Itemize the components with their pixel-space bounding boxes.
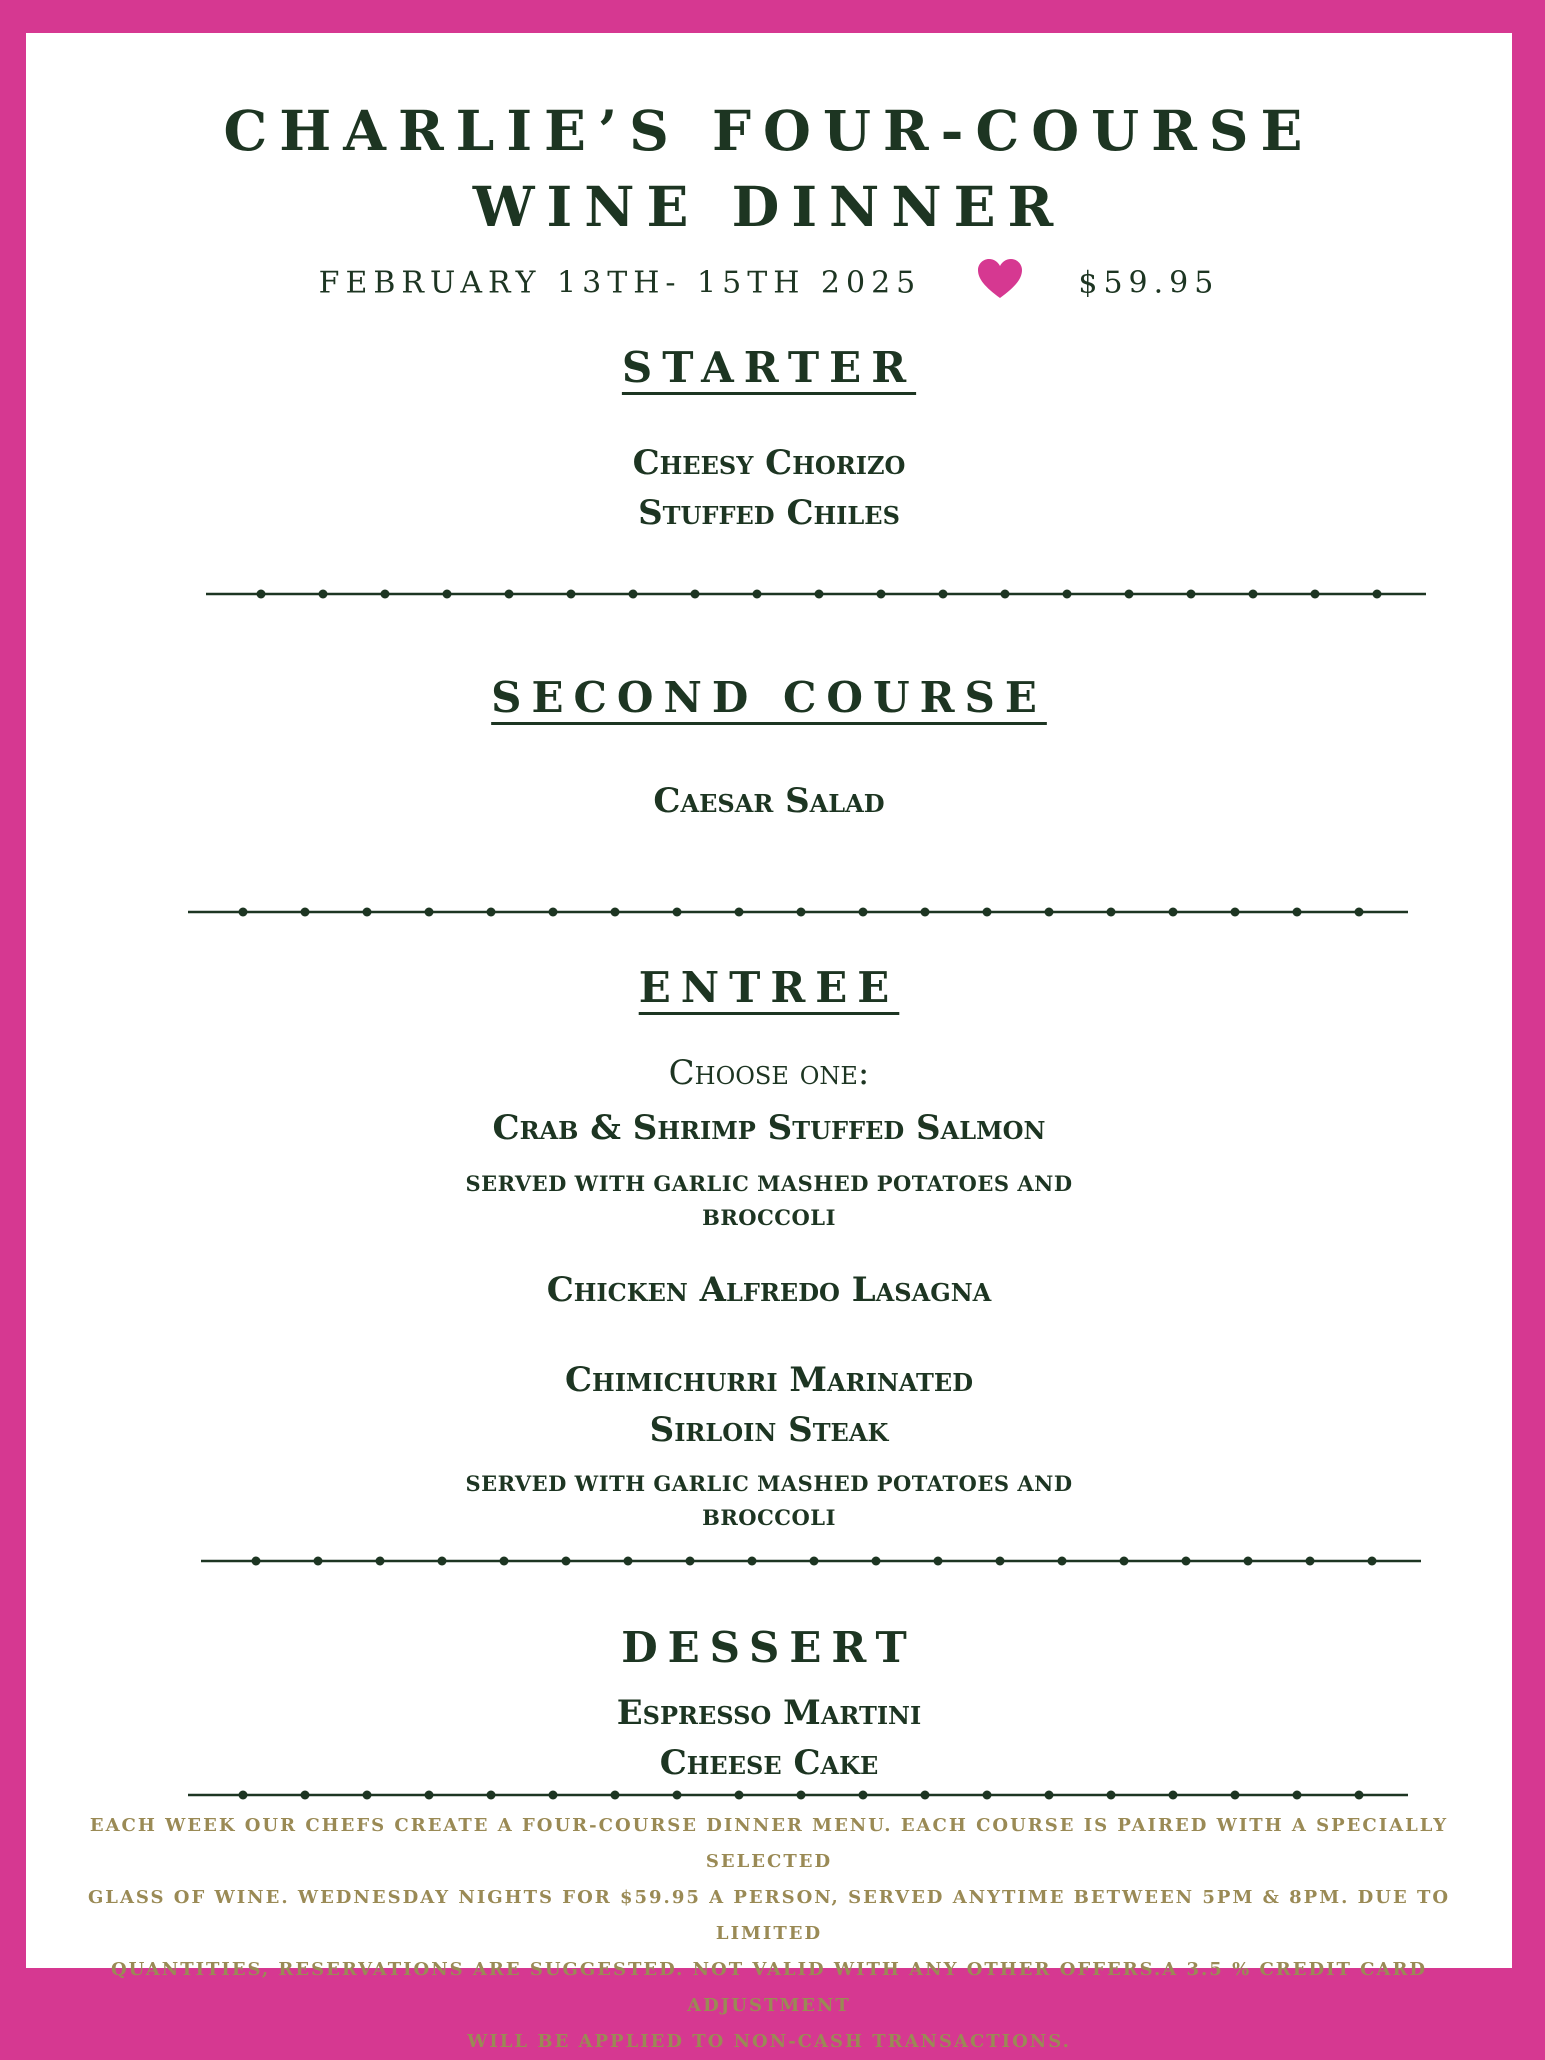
menu-title-line1: CHARLIE’S FOUR-COURSE <box>223 98 1315 163</box>
divider-2 <box>188 902 1408 922</box>
divider-dot <box>1182 1557 1191 1566</box>
divider-dot <box>562 1557 571 1566</box>
divider-dot <box>319 590 328 599</box>
divider-dot <box>301 1791 310 1800</box>
divider-dot <box>567 590 576 599</box>
divider-dot <box>549 1791 558 1800</box>
divider-dot <box>487 1791 496 1800</box>
menu-page <box>26 33 1512 2052</box>
divider-dot <box>1355 1791 1364 1800</box>
divider-dot <box>1058 1557 1067 1566</box>
dessert-dish: Espresso Martini Cheese Cake <box>616 1693 922 1783</box>
divider-dot <box>1231 1791 1240 1800</box>
divider-dot <box>611 908 620 917</box>
divider-1 <box>206 584 1426 604</box>
divider-dot <box>1063 590 1072 599</box>
divider-dot <box>257 590 266 599</box>
divider-dot <box>425 908 434 917</box>
divider-dot <box>1244 1557 1253 1566</box>
entree-heading: ENTREE <box>638 963 900 1012</box>
divider-dot <box>691 590 700 599</box>
divider-dot <box>252 1557 261 1566</box>
divider-dot <box>983 908 992 917</box>
divider-dot <box>549 908 558 917</box>
divider-dot <box>797 908 806 917</box>
starter-dish: Cheesy Chorizo Stuffed Chiles <box>632 443 906 533</box>
divider-dot <box>1187 590 1196 599</box>
divider-dot <box>363 1791 372 1800</box>
entree-option-steak-sides: SERVED WITH GARLIC MASHED POTATOES AND BROCCOLI <box>465 1471 1073 1530</box>
event-price: $59.95 <box>1078 265 1220 301</box>
divider-dot <box>673 1791 682 1800</box>
divider-dot <box>673 908 682 917</box>
heart-icon <box>977 259 1023 307</box>
divider-dot <box>1120 1557 1129 1566</box>
starter-heading: STARTER <box>621 343 917 392</box>
divider-dot <box>1293 1791 1302 1800</box>
divider-dot <box>363 908 372 917</box>
divider-dot <box>815 590 824 599</box>
divider-dot <box>1107 908 1116 917</box>
divider-4 <box>188 1785 1408 1805</box>
divider-dot <box>1368 1557 1377 1566</box>
divider-dot <box>381 590 390 599</box>
divider-dot <box>487 908 496 917</box>
divider-dot <box>1373 590 1382 599</box>
divider-dot <box>996 1557 1005 1566</box>
divider-dot <box>859 908 868 917</box>
second-course-heading: SECOND COURSE <box>491 673 1047 722</box>
divider-dot <box>1249 590 1258 599</box>
entree-option-lasagna: Chicken Alfredo Lasagna <box>546 1270 992 1310</box>
divider-dot <box>1231 908 1240 917</box>
divider-dot <box>1311 590 1320 599</box>
divider-dot <box>686 1557 695 1566</box>
divider-dot <box>314 1557 323 1566</box>
divider-dot <box>376 1557 385 1566</box>
divider-dot <box>239 908 248 917</box>
divider-dot <box>939 590 948 599</box>
divider-dot <box>301 908 310 917</box>
divider-dot <box>1125 590 1134 599</box>
footer-disclaimer: EACH WEEK OUR CHEFS CREATE A FOUR-COURSE DINNER MENU. EACH COURSE IS PAIRED WITH A SPECIALLY SELECTED GLASS OF WINE. WEDNESDAY NIGHTS FOR $59.95 A PERSON, SERVED ANYTIME BETWEEN 5PM & 8PM. DUE TO LIMITED QUANTITIES, RESERVATIONS ARE SUGGESTED. NOT VALID WITH ANY OTHER OFFERS.A 3.5 % CREDIT CARD ADJUSTMENT WILL BE APPLIED TO NON-CASH TRANSACTIONS. <box>87 1815 1451 2052</box>
divider-dot <box>921 908 930 917</box>
divider-dot <box>505 590 514 599</box>
entree-option-salmon-sides: SERVED WITH GARLIC MASHED POTATOES AND BROCCOLI <box>465 1171 1073 1230</box>
divider-dot <box>1355 908 1364 917</box>
divider-3 <box>201 1551 1421 1571</box>
entree-option-steak: Chimichurri Marinated Sirloin Steak <box>564 1360 974 1450</box>
divider-dot <box>629 590 638 599</box>
divider-dot <box>877 590 886 599</box>
divider-dot <box>797 1791 806 1800</box>
divider-dot <box>1306 1557 1315 1566</box>
divider-dot <box>239 1791 248 1800</box>
entree-choose-label: Choose one: <box>668 1053 870 1093</box>
menu-title <box>26 93 1512 245</box>
entree-option-salmon: Crab & Shrimp Stuffed Salmon <box>492 1108 1046 1148</box>
date-price-row <box>26 259 1512 307</box>
divider-dot <box>983 1791 992 1800</box>
divider-dot <box>443 590 452 599</box>
divider-dot <box>425 1791 434 1800</box>
divider-dot <box>1169 908 1178 917</box>
divider-dot <box>735 1791 744 1800</box>
menu-title-line2: WINE DINNER <box>472 174 1066 239</box>
divider-dot <box>438 1557 447 1566</box>
divider-dot <box>934 1557 943 1566</box>
divider-dot <box>872 1557 881 1566</box>
divider-dot <box>500 1557 509 1566</box>
divider-dot <box>735 908 744 917</box>
divider-dot <box>1045 1791 1054 1800</box>
divider-dot <box>753 590 762 599</box>
divider-dot <box>624 1557 633 1566</box>
divider-dot <box>810 1557 819 1566</box>
divider-dot <box>1045 908 1054 917</box>
divider-dot <box>1107 1791 1116 1800</box>
divider-dot <box>748 1557 757 1566</box>
divider-dot <box>921 1791 930 1800</box>
second-course-dish: Caesar Salad <box>653 781 885 821</box>
dessert-heading: DESSERT <box>621 1623 917 1672</box>
divider-dot <box>611 1791 620 1800</box>
divider-dot <box>1001 590 1010 599</box>
divider-dot <box>1169 1791 1178 1800</box>
divider-dot <box>1293 908 1302 917</box>
divider-dot <box>859 1791 868 1800</box>
event-dates: FEBRUARY 13TH- 15TH 2025 <box>318 265 922 301</box>
